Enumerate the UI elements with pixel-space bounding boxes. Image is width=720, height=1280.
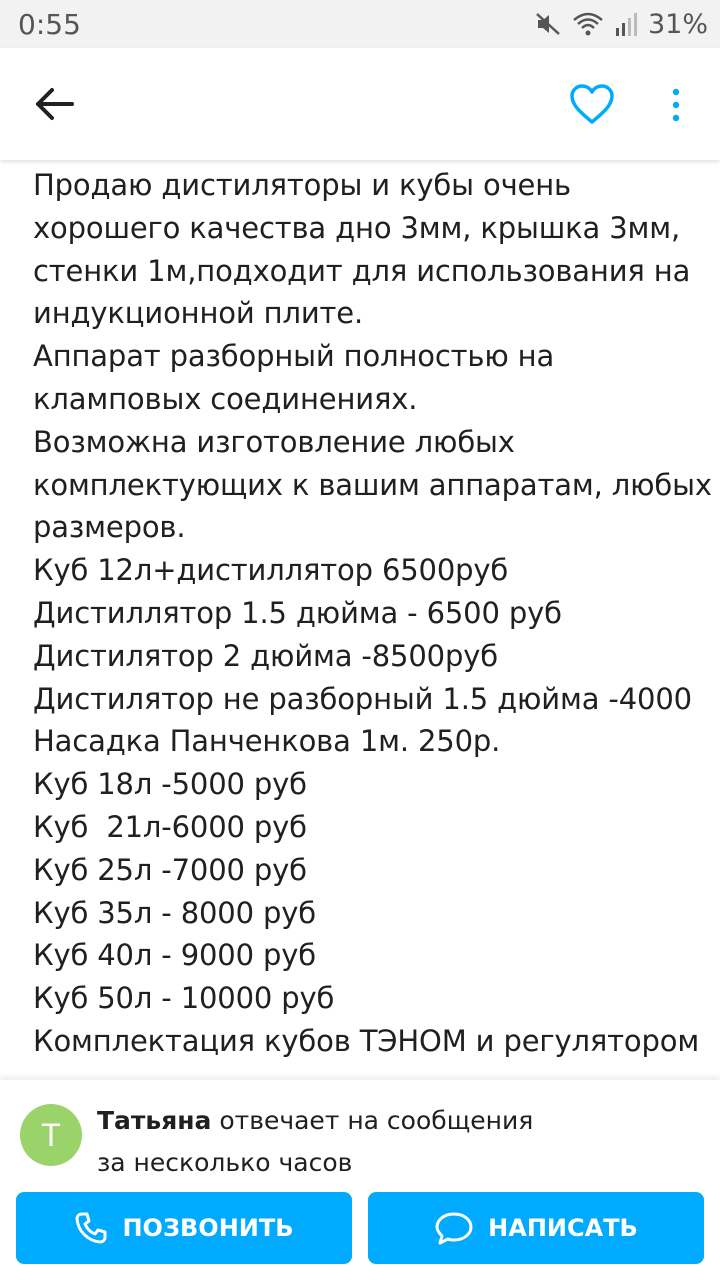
- description-line: Аппарат разборный полностью на: [33, 339, 555, 374]
- description-line: Куб 21л-6000 руб: [33, 809, 307, 844]
- status-bar: [0, 0, 720, 48]
- description-line: Возможна изготовление любых: [33, 424, 515, 459]
- heart-outline-icon: [568, 82, 616, 126]
- more-vertical-icon: [664, 86, 688, 126]
- favorite-button[interactable]: [568, 82, 616, 126]
- description-line: Продаю дистиляторы и кубы очень: [33, 168, 571, 202]
- description-line: хорошего качества дно 3мм, крышка 3мм,: [33, 210, 681, 245]
- description-line: Куб 35л - 8000 руб: [33, 895, 316, 930]
- description-line: Куб 25л -7000 руб: [33, 852, 307, 887]
- contact-panel: [0, 1080, 720, 1280]
- description-line: кламповых соединениях.: [33, 381, 418, 416]
- signal-icon: [614, 10, 638, 38]
- description-line: комплектующих к вашим аппаратам, любых: [33, 467, 712, 502]
- avatar[interactable]: Т: [20, 1104, 82, 1166]
- message-button-label: НАПИСАТЬ: [488, 1214, 638, 1242]
- message-button[interactable]: [368, 1192, 704, 1264]
- mute-icon: [534, 10, 562, 38]
- status-icons: [534, 6, 708, 42]
- description-line: Комплектация кубов ТЭНОМ и регулятором: [33, 1023, 700, 1058]
- chat-bubble-icon: [434, 1211, 474, 1245]
- call-button[interactable]: [16, 1192, 352, 1264]
- battery-level: 31%: [647, 8, 708, 40]
- call-button-label: ПОЗВОНИТЬ: [122, 1214, 294, 1242]
- description-line: Насадка Панченкова 1м. 250р.: [33, 724, 501, 759]
- app-bar: [0, 48, 720, 160]
- seller-name[interactable]: Татьяна: [97, 1106, 212, 1135]
- description-line: размеров.: [33, 510, 186, 545]
- listing-description: [33, 164, 712, 1063]
- reply-time-text-2: за несколько часов: [97, 1148, 353, 1177]
- description-line: Куб 50л - 10000 руб: [33, 981, 335, 1016]
- description-line: Дистиллятор 1.5 дюйма - 6500 руб: [33, 595, 562, 630]
- description-line: стенки 1м,подходит для использования на: [33, 253, 691, 288]
- phone-icon: [74, 1211, 108, 1245]
- description-line: Дистилятор не разборный 1.5 дюйма -4000: [33, 681, 692, 716]
- description-line: Куб 18л -5000 руб: [33, 767, 307, 802]
- description-line: Куб 40л - 9000 руб: [33, 938, 316, 973]
- seller-response-info: [97, 1100, 697, 1184]
- arrow-left-icon: [32, 84, 80, 124]
- wifi-icon: [572, 10, 604, 38]
- back-button[interactable]: [32, 84, 80, 124]
- description-line: Куб 12л+дистиллятор 6500руб: [33, 553, 509, 588]
- description-line: Дистилятор 2 дюйма -8500руб: [33, 638, 498, 673]
- status-time: 0:55: [18, 8, 81, 41]
- reply-time-text: отвечает на сообщения: [211, 1106, 534, 1135]
- more-options-button[interactable]: [664, 86, 688, 126]
- description-line: индукционной плите.: [33, 296, 364, 331]
